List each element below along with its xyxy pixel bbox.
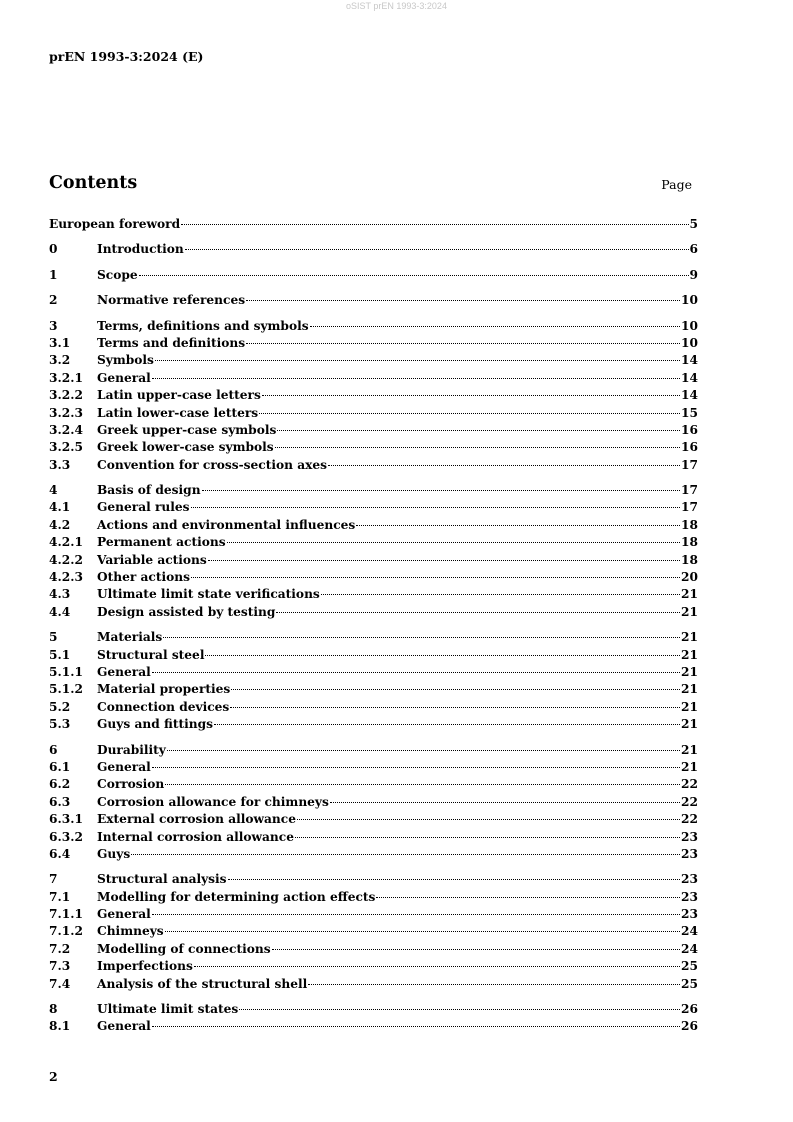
toc-entry-title: Greek lower-case symbols bbox=[97, 440, 274, 455]
toc-entry-title: General bbox=[97, 1019, 151, 1034]
toc-entry-number: 3 bbox=[49, 318, 58, 333]
toc-entry-number: 3.1 bbox=[49, 335, 71, 350]
toc-entry-number: 4.2 bbox=[49, 517, 71, 532]
toc-entry-page: 21 bbox=[681, 664, 698, 679]
toc-section-group bbox=[49, 629, 698, 733]
toc-entry-page: 22 bbox=[681, 812, 698, 827]
toc-entry-page: 10 bbox=[681, 318, 698, 333]
toc-entry-page: 16 bbox=[681, 422, 698, 437]
toc-entry-number: 4.1 bbox=[49, 500, 71, 515]
toc-entry-title: Modelling for determining action effects bbox=[97, 889, 376, 904]
toc-entry-page: 18 bbox=[681, 552, 698, 567]
toc-entry-page: 10 bbox=[681, 293, 698, 308]
toc-entry-title: External corrosion allowance bbox=[97, 812, 296, 827]
toc-entry-page: 17 bbox=[681, 457, 698, 472]
toc-entry-title: Guys and fittings bbox=[97, 717, 213, 732]
toc-section-group bbox=[49, 267, 698, 284]
toc-entry-number: 5.1.1 bbox=[49, 664, 83, 679]
toc-entry-number: 3.2.5 bbox=[49, 440, 83, 455]
toc-entry-title: Corrosion bbox=[97, 777, 165, 792]
toc-section-group bbox=[49, 241, 698, 258]
toc-entry-number: 3.2.3 bbox=[49, 405, 83, 420]
toc-entry-page: 21 bbox=[681, 587, 698, 602]
toc-entry-page: 23 bbox=[681, 829, 698, 844]
toc-entry-number: 4.2.3 bbox=[49, 570, 83, 585]
toc-entry[interactable] bbox=[49, 941, 698, 958]
toc-entry[interactable] bbox=[49, 871, 698, 888]
toc-entry-page: 14 bbox=[681, 370, 698, 385]
document-id: prEN 1993-3:2024 (E) bbox=[49, 49, 204, 64]
toc-entry[interactable] bbox=[49, 335, 698, 352]
toc-entry-page: 14 bbox=[681, 388, 698, 403]
toc-entry-page: 14 bbox=[681, 353, 698, 368]
toc-entry-page: 10 bbox=[681, 335, 698, 350]
toc-entry-page: 9 bbox=[689, 267, 698, 282]
toc-entry-title: Latin upper-case letters bbox=[97, 388, 261, 403]
toc-entry-page: 21 bbox=[681, 759, 698, 774]
dot-leader bbox=[330, 802, 680, 803]
toc-entry-page: 18 bbox=[681, 535, 698, 550]
dot-leader bbox=[152, 1026, 680, 1027]
toc-entry[interactable] bbox=[49, 499, 698, 516]
dot-leader bbox=[308, 984, 680, 985]
toc-entry-page: 23 bbox=[681, 889, 698, 904]
toc-entry[interactable] bbox=[49, 629, 698, 646]
dot-leader bbox=[155, 360, 680, 361]
toc-entry[interactable] bbox=[49, 569, 698, 586]
toc-entry-title: General bbox=[97, 664, 151, 679]
toc-entry-page: 5 bbox=[689, 217, 698, 231]
toc-entry-page: 23 bbox=[681, 846, 698, 861]
table-of-contents bbox=[49, 216, 698, 1044]
toc-entry[interactable] bbox=[49, 681, 698, 698]
toc-entry-title: Terms and definitions bbox=[97, 335, 246, 350]
dot-leader bbox=[152, 672, 680, 673]
toc-entry-number: 3.2.2 bbox=[49, 388, 83, 403]
toc-entry-title: General bbox=[97, 759, 151, 774]
dot-leader bbox=[227, 542, 680, 543]
toc-entry-title: Durability bbox=[97, 742, 166, 757]
toc-entry-page: 21 bbox=[681, 604, 698, 619]
toc-entry[interactable] bbox=[49, 292, 698, 309]
dot-leader bbox=[230, 707, 680, 708]
toc-entry-page: 21 bbox=[681, 742, 698, 757]
toc-entry-title: European foreword bbox=[49, 217, 181, 231]
dot-leader bbox=[272, 949, 680, 950]
toc-entry-number: 5.1.2 bbox=[49, 682, 83, 697]
dot-leader bbox=[277, 430, 680, 431]
dot-leader bbox=[259, 413, 680, 414]
toc-entry-number: 3.3 bbox=[49, 457, 71, 472]
toc-entry[interactable] bbox=[49, 716, 698, 733]
dot-leader bbox=[262, 395, 680, 396]
toc-section-group bbox=[49, 482, 698, 621]
toc-entry-page: 18 bbox=[681, 517, 698, 532]
toc-entry[interactable] bbox=[49, 422, 698, 439]
toc-entry-title: Corrosion allowance for chimneys bbox=[97, 794, 329, 809]
dot-leader bbox=[194, 966, 680, 967]
toc-entry-title: Structural analysis bbox=[97, 872, 227, 887]
footer-page-number: 2 bbox=[49, 1069, 58, 1084]
dot-leader bbox=[214, 724, 680, 725]
toc-entry-title: Chimneys bbox=[97, 924, 164, 939]
toc-entry-page: 17 bbox=[681, 483, 698, 498]
toc-entry-title: Latin lower-case letters bbox=[97, 405, 259, 420]
toc-entry[interactable] bbox=[49, 889, 698, 906]
toc-entry-page: 21 bbox=[681, 699, 698, 714]
toc-section-group bbox=[49, 742, 698, 864]
toc-entry-number: 4.2.1 bbox=[49, 535, 83, 550]
toc-entry[interactable] bbox=[49, 370, 698, 387]
toc-entry[interactable] bbox=[49, 846, 698, 863]
toc-entry[interactable] bbox=[49, 318, 698, 335]
toc-entry[interactable] bbox=[49, 552, 698, 569]
toc-entry-title: Normative references bbox=[97, 293, 246, 308]
toc-entry-number: 6.1 bbox=[49, 759, 71, 774]
toc-entry[interactable] bbox=[49, 906, 698, 923]
toc-entry-title: Modelling of connections bbox=[97, 941, 271, 956]
dot-leader bbox=[181, 224, 688, 225]
toc-entry-number: 2 bbox=[49, 293, 58, 308]
toc-entry-number: 6.4 bbox=[49, 846, 71, 861]
toc-entry-page: 25 bbox=[681, 976, 698, 991]
toc-entry-title: Convention for cross-section axes bbox=[97, 457, 327, 472]
toc-entry-title: Basis of design bbox=[97, 483, 201, 498]
toc-entry-title: Structural steel bbox=[97, 647, 205, 662]
toc-entry-number: 7 bbox=[49, 872, 58, 887]
toc-entry-page: 17 bbox=[681, 500, 698, 515]
toc-entry-title: General rules bbox=[97, 500, 190, 515]
toc-entry-number: 6.2 bbox=[49, 777, 71, 792]
toc-entry-title: Greek upper-case symbols bbox=[97, 422, 277, 437]
dot-leader bbox=[246, 343, 680, 344]
toc-entry-title: Material properties bbox=[97, 682, 231, 697]
toc-entry-number: 3.2.1 bbox=[49, 370, 83, 385]
toc-entry-number: 7.1 bbox=[49, 889, 71, 904]
toc-entry-number: 8.1 bbox=[49, 1019, 71, 1034]
toc-entry-page: 24 bbox=[681, 941, 698, 956]
toc-entry-page: 21 bbox=[681, 630, 698, 645]
dot-leader bbox=[205, 655, 680, 656]
dot-leader bbox=[185, 249, 689, 250]
dot-leader bbox=[191, 507, 681, 508]
toc-entry[interactable] bbox=[49, 216, 698, 233]
dot-leader bbox=[231, 689, 680, 690]
toc-entry-page: 21 bbox=[681, 647, 698, 662]
toc-entry[interactable] bbox=[49, 759, 698, 776]
toc-entry-number: 6.3 bbox=[49, 794, 71, 809]
toc-entry[interactable] bbox=[49, 976, 698, 993]
toc-entry-title: Ultimate limit states bbox=[97, 1002, 239, 1017]
page-column-label: Page bbox=[661, 177, 692, 192]
dot-leader bbox=[246, 300, 680, 301]
toc-section-group bbox=[49, 871, 698, 993]
toc-entry-title: Ultimate limit state verifications bbox=[97, 587, 320, 602]
dot-leader bbox=[167, 750, 680, 751]
toc-entry-title: Imperfections bbox=[97, 959, 193, 974]
dot-leader bbox=[295, 837, 680, 838]
toc-entry-title: Terms, definitions and symbols bbox=[97, 318, 309, 333]
dot-leader bbox=[275, 447, 680, 448]
toc-section-group bbox=[49, 318, 698, 475]
toc-entry[interactable] bbox=[49, 352, 698, 369]
toc-entry-page: 20 bbox=[681, 570, 698, 585]
toc-entry-title: Scope bbox=[97, 267, 138, 282]
dot-leader bbox=[165, 784, 680, 785]
toc-entry-number: 8 bbox=[49, 1002, 58, 1017]
dot-leader bbox=[310, 326, 680, 327]
toc-entry[interactable] bbox=[49, 1001, 698, 1018]
dot-leader bbox=[165, 931, 680, 932]
toc-entry-title: Symbols bbox=[97, 353, 154, 368]
dot-leader bbox=[163, 637, 680, 638]
dot-leader bbox=[297, 819, 680, 820]
toc-entry-number: 5.3 bbox=[49, 717, 71, 732]
dot-leader bbox=[239, 1009, 680, 1010]
toc-entry-number: 5.1 bbox=[49, 647, 71, 662]
toc-entry-page: 22 bbox=[681, 777, 698, 792]
toc-entry[interactable] bbox=[49, 699, 698, 716]
dot-leader bbox=[191, 577, 680, 578]
toc-entry-title: General bbox=[97, 370, 151, 385]
dot-leader bbox=[356, 525, 680, 526]
toc-entry[interactable] bbox=[49, 387, 698, 404]
toc-entry[interactable] bbox=[49, 482, 698, 499]
toc-section-group bbox=[49, 1001, 698, 1036]
toc-entry-page: 26 bbox=[681, 1019, 698, 1034]
toc-entry[interactable] bbox=[49, 794, 698, 811]
dot-leader bbox=[328, 465, 680, 466]
toc-entry-page: 21 bbox=[681, 717, 698, 732]
toc-entry-number: 7.1.2 bbox=[49, 924, 83, 939]
toc-entry-page: 24 bbox=[681, 924, 698, 939]
toc-entry-page: 25 bbox=[681, 959, 698, 974]
toc-entry-title: Variable actions bbox=[97, 552, 207, 567]
toc-entry-number: 7.2 bbox=[49, 941, 71, 956]
toc-entry-page: 16 bbox=[681, 440, 698, 455]
toc-entry-title: Permanent actions bbox=[97, 535, 226, 550]
toc-entry[interactable] bbox=[49, 647, 698, 664]
toc-entry-number: 6.3.1 bbox=[49, 812, 83, 827]
toc-entry-page: 23 bbox=[681, 872, 698, 887]
dot-leader bbox=[228, 879, 680, 880]
toc-entry-number: 4.4 bbox=[49, 604, 71, 619]
watermark: oSIST prEN 1993-3:2024 bbox=[346, 1, 447, 11]
dot-leader bbox=[208, 560, 680, 561]
toc-entry-page: 23 bbox=[681, 907, 698, 922]
toc-entry-page: 21 bbox=[681, 682, 698, 697]
dot-leader bbox=[152, 378, 680, 379]
dot-leader bbox=[276, 612, 680, 613]
dot-leader bbox=[139, 275, 689, 276]
toc-entry-page: 26 bbox=[681, 1002, 698, 1017]
toc-entry-title: Actions and environmental influences bbox=[97, 517, 356, 532]
toc-entry[interactable] bbox=[49, 457, 698, 474]
toc-entry[interactable] bbox=[49, 923, 698, 940]
toc-entry[interactable] bbox=[49, 586, 698, 603]
contents-heading: Contents bbox=[49, 173, 138, 193]
toc-entry-title: Internal corrosion allowance bbox=[97, 829, 294, 844]
toc-entry-number: 1 bbox=[49, 267, 58, 282]
toc-entry-page: 6 bbox=[689, 242, 698, 257]
dot-leader bbox=[202, 490, 680, 491]
toc-entry-page: 22 bbox=[681, 794, 698, 809]
toc-entry[interactable] bbox=[49, 267, 698, 284]
dot-leader bbox=[131, 854, 680, 855]
toc-entry-number: 4 bbox=[49, 483, 58, 498]
dot-leader bbox=[152, 767, 680, 768]
toc-entry-number: 3.2.4 bbox=[49, 422, 83, 437]
dot-leader bbox=[321, 594, 680, 595]
toc-entry-number: 4.2.2 bbox=[49, 552, 83, 567]
toc-entry-title: Connection devices bbox=[97, 699, 230, 714]
toc-entry-title: Introduction bbox=[97, 242, 184, 257]
toc-entry-title: General bbox=[97, 907, 151, 922]
toc-entry[interactable] bbox=[49, 534, 698, 551]
toc-entry[interactable] bbox=[49, 776, 698, 793]
toc-section-group bbox=[49, 292, 698, 309]
toc-entry-number: 7.1.1 bbox=[49, 907, 83, 922]
toc-entry-number: 6 bbox=[49, 742, 58, 757]
toc-entry[interactable] bbox=[49, 604, 698, 621]
toc-entry-number: 7.4 bbox=[49, 976, 71, 991]
toc-entry-title: Analysis of the structural shell bbox=[97, 976, 308, 991]
toc-entry[interactable] bbox=[49, 811, 698, 828]
toc-section-group bbox=[49, 216, 698, 233]
toc-entry-number: 4.3 bbox=[49, 587, 71, 602]
toc-entry-title: Design assisted by testing bbox=[97, 604, 276, 619]
toc-entry[interactable] bbox=[49, 405, 698, 422]
toc-entry[interactable] bbox=[49, 742, 698, 759]
toc-entry-number: 3.2 bbox=[49, 353, 71, 368]
toc-entry[interactable] bbox=[49, 1018, 698, 1035]
toc-entry-number: 5.2 bbox=[49, 699, 71, 714]
dot-leader bbox=[376, 897, 680, 898]
toc-entry-number: 7.3 bbox=[49, 959, 71, 974]
dot-leader bbox=[152, 914, 680, 915]
toc-entry-title: Guys bbox=[97, 846, 131, 861]
toc-entry[interactable] bbox=[49, 241, 698, 258]
toc-entry[interactable] bbox=[49, 958, 698, 975]
toc-entry[interactable] bbox=[49, 829, 698, 846]
toc-entry[interactable] bbox=[49, 664, 698, 681]
toc-entry-title: Other actions bbox=[97, 570, 190, 585]
toc-entry-number: 5 bbox=[49, 630, 58, 645]
toc-entry-title: Materials bbox=[97, 630, 163, 645]
toc-entry-number: 6.3.2 bbox=[49, 829, 83, 844]
toc-entry[interactable] bbox=[49, 517, 698, 534]
toc-entry[interactable] bbox=[49, 439, 698, 456]
toc-entry-number: 0 bbox=[49, 242, 58, 257]
toc-entry-page: 15 bbox=[681, 405, 698, 420]
